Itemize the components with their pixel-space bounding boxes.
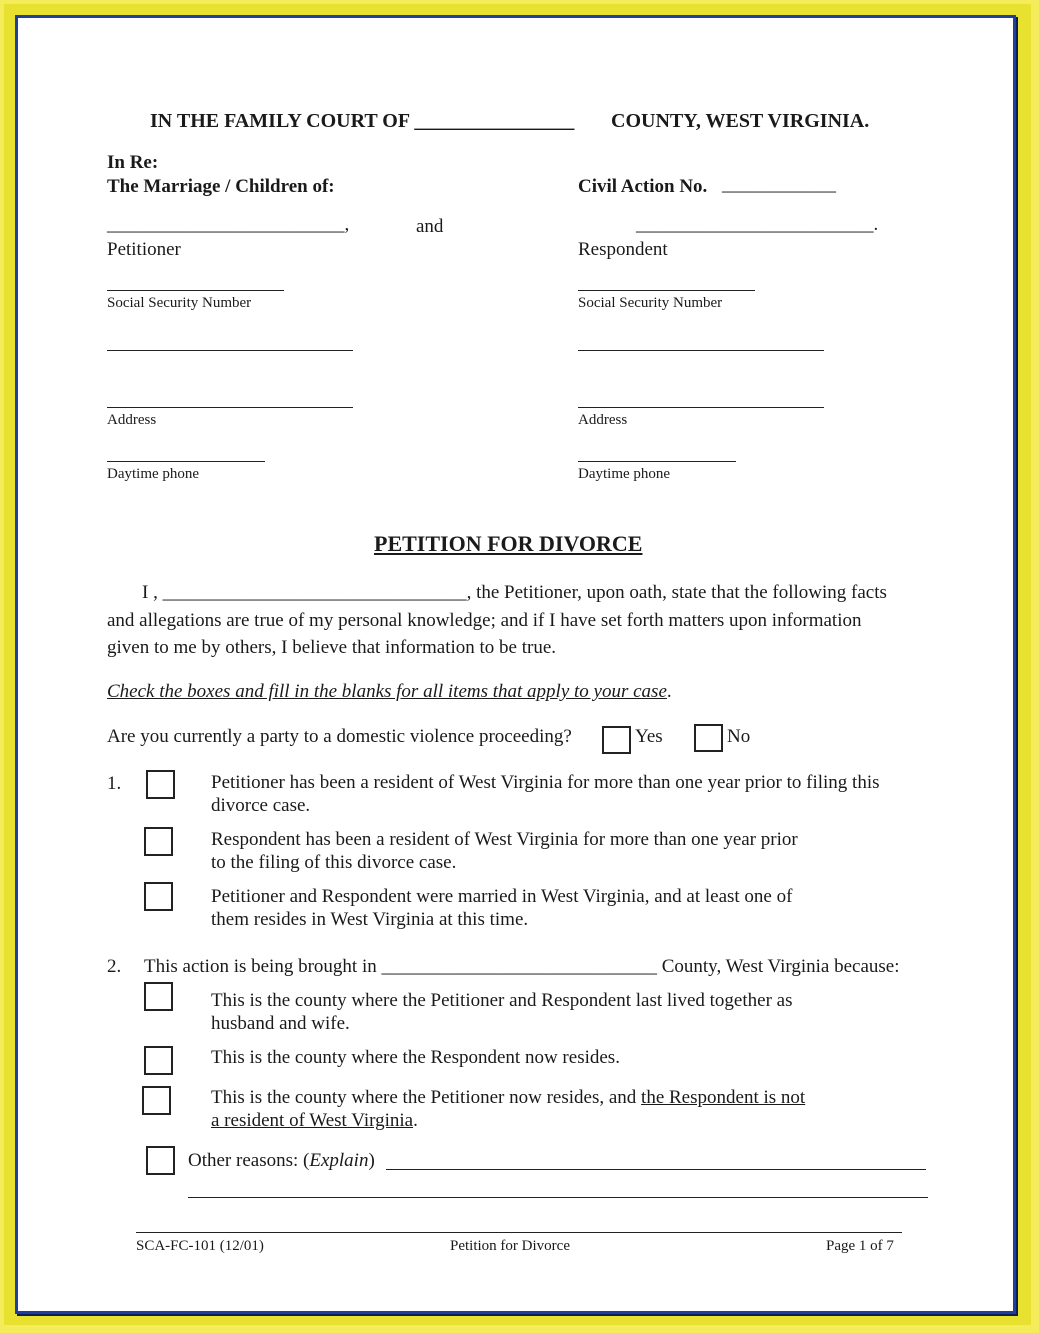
- section-2-item-1-checkbox[interactable]: [144, 982, 173, 1011]
- section-2-number: 2.: [107, 956, 122, 977]
- section-1-item-3-checkbox[interactable]: [144, 882, 173, 911]
- dv-yes-checkbox[interactable]: [602, 726, 631, 754]
- other-close-paren: ): [368, 1150, 375, 1171]
- section-1-number: 1.: [107, 773, 122, 794]
- section-2-item-3-checkbox[interactable]: [142, 1086, 171, 1115]
- civil-action-field[interactable]: ____________: [722, 174, 836, 195]
- document-title: PETITION FOR DIVORCE: [374, 531, 643, 556]
- section-2-item-3-underlined-2: a resident of West Virginia: [211, 1110, 414, 1131]
- respondent-ssn-field[interactable]: [578, 290, 755, 291]
- section-2-other-label: [188, 1150, 375, 1172]
- petitioner-ssn-field[interactable]: [107, 290, 284, 291]
- petitioner-ssn-label: Social Security Number: [107, 295, 252, 311]
- respondent-address-line1-field[interactable]: [578, 350, 824, 351]
- section-2-item-3-underlined-1: the Respondent is not: [641, 1087, 806, 1108]
- other-reasons-field-line-2[interactable]: [188, 1197, 928, 1198]
- section-2-item-3-line-2: [211, 1110, 418, 1132]
- respondent-phone-field[interactable]: [578, 461, 736, 462]
- court-heading-right: COUNTY, WEST VIRGINIA.: [611, 110, 870, 132]
- and-text: and: [416, 216, 444, 237]
- respondent-ssn-label: Social Security Number: [578, 295, 723, 311]
- section-1-item-2-checkbox[interactable]: [144, 827, 173, 856]
- section-2-item-1-line-1: This is the county where the Petitioner and Respondent last lived together as: [211, 990, 793, 1011]
- petitioner-label: Petitioner: [107, 239, 181, 260]
- other-label-text: Other reasons: (: [188, 1150, 310, 1171]
- section-2-item-2-text: This is the county where the Respondent now resides.: [211, 1047, 620, 1068]
- section-2-item-2-checkbox[interactable]: [144, 1046, 173, 1075]
- section-1-item-2-line-2: to the filing of this divorce case.: [211, 852, 457, 873]
- petitioner-phone-label: Daytime phone: [107, 466, 200, 482]
- dv-yes-label: Yes: [635, 726, 663, 747]
- section-1-item-3-line-2: them resides in West Virginia at this time.: [211, 909, 529, 930]
- petitioner-address-line2-field[interactable]: [107, 407, 353, 408]
- section-2-item-3-line-1: [211, 1087, 805, 1109]
- marriage-label: The Marriage / Children of:: [107, 176, 335, 197]
- respondent-address-line2-field[interactable]: [578, 407, 824, 408]
- dv-no-label: No: [727, 726, 751, 747]
- intro-line-3: given to me by others, I believe that information to be true.: [107, 637, 557, 658]
- respondent-label: Respondent: [578, 239, 668, 260]
- section-1-item-2-line-1: Respondent has been a resident of West Virginia for more than one year prior: [211, 829, 798, 850]
- footer-page-number: Page 1 of 7: [826, 1238, 894, 1254]
- respondent-phone-label: Daytime phone: [578, 466, 671, 482]
- section-1-item-1-line-1: Petitioner has been a resident of West Virginia for more than one year prior to filing this: [211, 772, 880, 793]
- civil-action-label: Civil Action No.: [578, 176, 708, 197]
- petitioner-phone-field[interactable]: [107, 461, 265, 462]
- section-2-item-3-period: .: [413, 1110, 418, 1131]
- court-heading-left: IN THE FAMILY COURT OF ________________: [150, 110, 575, 132]
- dv-no-checkbox[interactable]: [694, 724, 723, 752]
- section-2-item-3-text: This is the county where the Petitioner now resides, and: [211, 1087, 642, 1108]
- intro-line-2: and allegations are true of my personal knowledge; and if I have set forth matters upon information: [107, 610, 862, 631]
- section-1-item-3-line-1: Petitioner and Respondent were married in West Virginia, and at least one of: [211, 886, 793, 907]
- section-1-item-1-line-2: divorce case.: [211, 795, 311, 816]
- footer-form-id: SCA-FC-101 (12/01): [136, 1238, 264, 1254]
- instruction-period: .: [666, 681, 672, 702]
- section-2-lead: This action is being brought in _____________________________ County, West Virginia because:: [144, 956, 900, 977]
- other-explain-text: Explain: [309, 1150, 369, 1171]
- section-1-item-1-checkbox[interactable]: [146, 770, 175, 799]
- petitioner-address-line1-field[interactable]: [107, 350, 353, 351]
- instruction-italic: Check the boxes and fill in the blanks for all items that apply to your case: [107, 681, 667, 702]
- footer-form-title: Petition for Divorce: [450, 1238, 570, 1254]
- in-re-label: In Re:: [107, 152, 159, 173]
- respondent-address-label: Address: [578, 412, 628, 428]
- footer-rule: [136, 1232, 902, 1233]
- dv-question-text: Are you currently a party to a domestic violence proceeding?: [107, 726, 572, 747]
- other-reasons-field-line-1[interactable]: [386, 1169, 926, 1170]
- petitioner-name-field[interactable]: _________________________,: [107, 214, 350, 235]
- respondent-name-field[interactable]: _________________________.: [636, 214, 879, 235]
- instruction-text: [107, 681, 672, 703]
- petitioner-address-label: Address: [107, 412, 157, 428]
- intro-line-1: I , ________________________________, the Petitioner, upon oath, state that the following facts: [142, 582, 887, 603]
- document-page: [15, 15, 1016, 1314]
- section-2-item-1-line-2: husband and wife.: [211, 1013, 350, 1034]
- section-2-other-checkbox[interactable]: [146, 1146, 175, 1175]
